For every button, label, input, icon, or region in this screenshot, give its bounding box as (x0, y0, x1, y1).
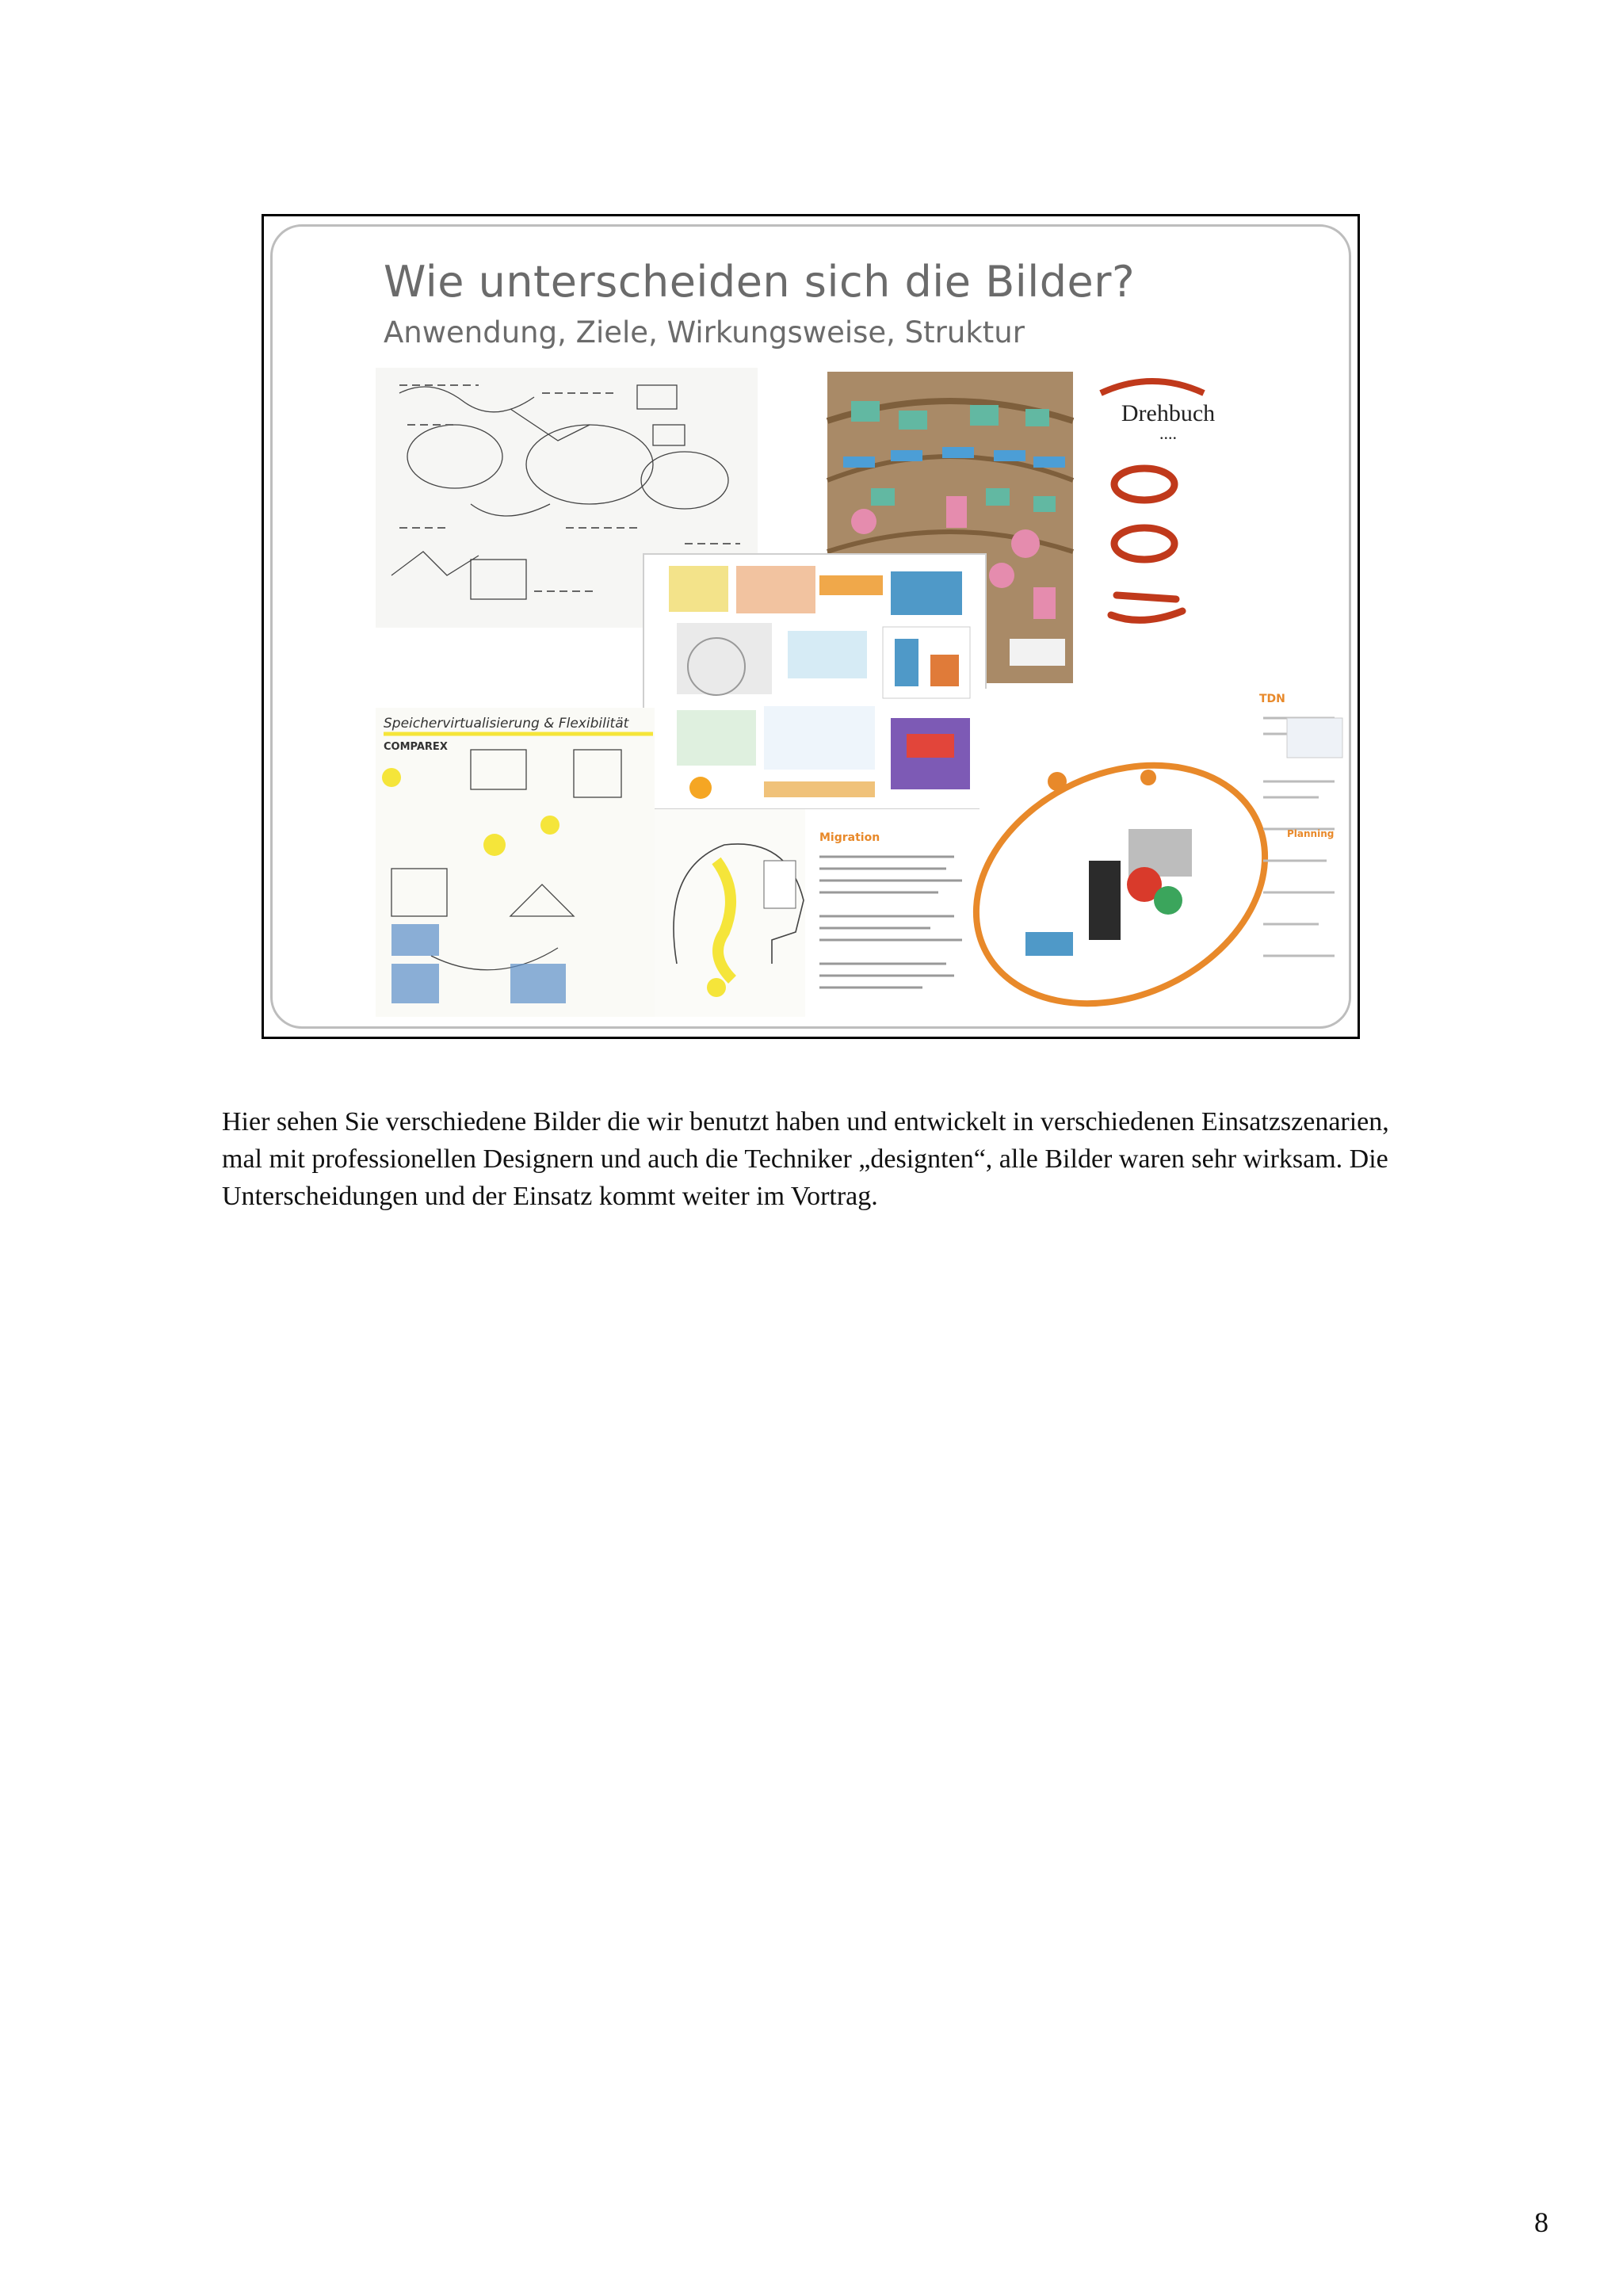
oval-diagram (938, 689, 1351, 1029)
slide-frame (262, 214, 1360, 1039)
panel-migration-label: Migration (819, 831, 880, 844)
sketch-bottom-left (376, 708, 655, 1017)
slide-title: Wie unterscheiden sich die Bilder? (384, 257, 1136, 307)
head-sketch (655, 809, 805, 1017)
drehbuch-dots: .... (1159, 423, 1177, 443)
slide (270, 224, 1351, 1029)
drehbuch-graphic (1083, 372, 1233, 671)
sketch-banner: Speichervirtualisierung & Flexibilität (384, 716, 629, 732)
document-page (805, 809, 980, 1017)
panel-brand-label: TDN (1259, 693, 1285, 705)
image-collage (273, 227, 1351, 1029)
page-number: 8 (1534, 2206, 1549, 2238)
slide-subtitle: Anwendung, Ziele, Wirkungsweise, Struktur (384, 315, 1025, 350)
panel-planning-label: Planning (1287, 828, 1335, 839)
drehbuch-label: Drehbuch (1121, 400, 1216, 426)
infographic-panel (643, 554, 986, 809)
sketch-logo: COMPAREX (384, 741, 448, 753)
caption-text: Hier sehen Sie verschiedene Bilder die wir benutzt haben und entwickelt in verschiedenen Einsatzszenarien, mal mit professionellen Designern und auch die Techniker „designten“, alle Bilder waren sehr wirksam. Die Unterscheidungen und der Einsatz kommt weiter im Vortrag. (222, 1107, 1389, 1211)
